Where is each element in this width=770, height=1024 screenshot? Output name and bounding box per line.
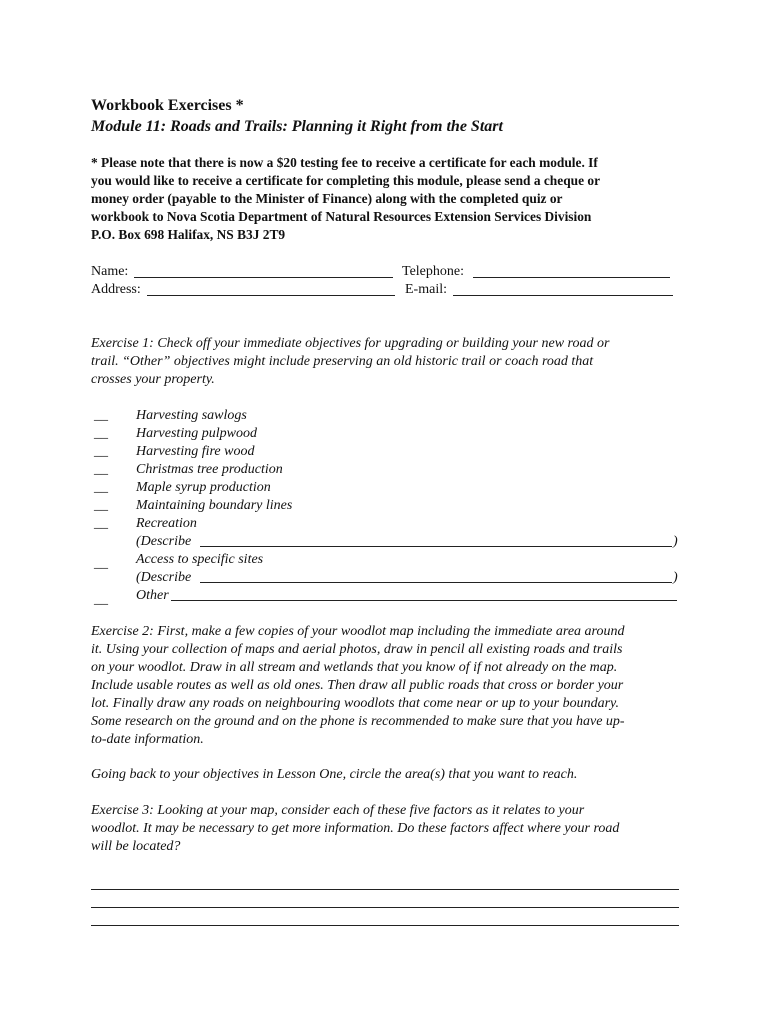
answer-line[interactable] <box>91 889 679 890</box>
answer-line[interactable] <box>91 907 679 908</box>
objective-checkbox[interactable]: __ <box>94 592 108 607</box>
objective-item <box>91 551 681 569</box>
notice-line: money order (payable to the Minister of Finance) along with the completed quiz or <box>91 191 563 206</box>
objective-checkbox[interactable]: __ <box>94 556 108 571</box>
describe-close-paren: ) <box>673 534 678 549</box>
objective-item <box>91 461 681 479</box>
name-field[interactable] <box>134 263 393 278</box>
objective-item <box>91 497 681 515</box>
exercise-2-line: Include usable routes as well as old ones. Then draw all public roads that cross or border your <box>91 678 624 693</box>
telephone-field[interactable] <box>473 263 670 278</box>
describe-row <box>91 533 681 551</box>
testing-fee-notice <box>91 154 681 244</box>
objective-label: Access to specific sites <box>136 552 264 567</box>
objective-checkbox[interactable]: __ <box>94 480 108 495</box>
answer-line[interactable] <box>91 925 679 926</box>
describe-label: (Describe <box>136 534 192 549</box>
objective-item <box>91 425 681 443</box>
exercise-3-line: woodlot. It may be necessary to get more information. Do these factors affect where your road <box>91 821 620 836</box>
objective-label: Harvesting sawlogs <box>136 408 247 423</box>
email-field[interactable] <box>453 281 673 296</box>
exercise-2-line: to-date information. <box>91 732 204 747</box>
followup-line: Going back to your objectives in Lesson One, circle the area(s) that you want to reach. <box>91 767 578 782</box>
objective-checkbox[interactable]: __ <box>94 498 108 513</box>
exercise-2-line: on your woodlot. Draw in all stream and wetlands that you know of if not already on the map. <box>91 660 618 675</box>
exercise-2-line: it. Using your collection of maps and aerial photos, draw in pencil all existing roads and trails <box>91 642 623 657</box>
exercise-2-text <box>91 623 681 749</box>
exercise-2-line: Some research on the ground and on the phone is recommended to make sure that you have up- <box>91 714 625 729</box>
objective-checkbox[interactable]: __ <box>94 444 108 459</box>
contact-row-2 <box>91 281 681 299</box>
objective-label: Other <box>136 588 169 603</box>
objective-item <box>91 479 681 497</box>
exercise-3-line: will be located? <box>91 839 181 854</box>
notice-line: workbook to Nova Scotia Department of Natural Resources Extension Services Division <box>91 209 592 224</box>
objective-checkbox[interactable]: __ <box>94 462 108 477</box>
exercise-3-line: Exercise 3: Looking at your map, consider each of these five factors as it relates to your <box>91 803 585 818</box>
describe-field[interactable] <box>200 533 672 547</box>
exercise-1-line: crosses your property. <box>91 372 215 387</box>
exercise-2-line: lot. Finally draw any roads on neighbouring woodlots that come near or up to your boundary. <box>91 696 619 711</box>
address-label: Address: <box>91 282 141 297</box>
objective-label: Maintaining boundary lines <box>136 498 293 513</box>
describe-field[interactable] <box>200 569 672 583</box>
objective-item <box>91 587 681 605</box>
exercise-1-line: trail. “Other” objectives might include preserving an old historic trail or coach road that <box>91 354 594 369</box>
objective-checkbox[interactable]: __ <box>94 516 108 531</box>
telephone-label: Telephone: <box>402 264 464 279</box>
notice-line: you would like to receive a certificate for completing this module, please send a cheque or <box>91 173 601 188</box>
objective-item <box>91 443 681 461</box>
notice-line: P.O. Box 698 Halifax, NS B3J 2T9 <box>91 227 286 242</box>
other-field[interactable] <box>171 587 677 601</box>
contact-row-1 <box>91 263 681 281</box>
objective-label: Harvesting pulpwood <box>136 426 257 441</box>
objective-label: Harvesting fire wood <box>136 444 255 459</box>
exercise-2-followup <box>91 766 681 784</box>
describe-close-paren: ) <box>673 570 678 585</box>
objective-item <box>91 515 681 533</box>
address-field[interactable] <box>147 281 395 296</box>
exercise-2-line: Exercise 2: First, make a few copies of your woodlot map including the immediate area around <box>91 624 625 639</box>
page-title: Workbook Exercises * <box>91 97 244 114</box>
email-label: E-mail: <box>405 282 447 297</box>
objective-checkbox[interactable]: __ <box>94 426 108 441</box>
objective-label: Maple syrup production <box>136 480 271 495</box>
name-label: Name: <box>91 264 129 279</box>
describe-row <box>91 569 681 587</box>
notice-line: * Please note that there is now a $20 testing fee to receive a certificate for each module. If <box>91 155 598 170</box>
exercise-1-line: Exercise 1: Check off your immediate objectives for upgrading or building your new road or <box>91 336 610 351</box>
objective-checkbox[interactable]: __ <box>94 408 108 423</box>
exercise-1-intro <box>91 335 681 389</box>
describe-label: (Describe <box>136 570 192 585</box>
module-subtitle: Module 11: Roads and Trails: Planning it Right from the Start <box>91 118 503 135</box>
objective-label: Christmas tree production <box>136 462 283 477</box>
objective-item <box>91 407 681 425</box>
exercise-3-text <box>91 802 681 856</box>
objective-label: Recreation <box>136 516 197 531</box>
